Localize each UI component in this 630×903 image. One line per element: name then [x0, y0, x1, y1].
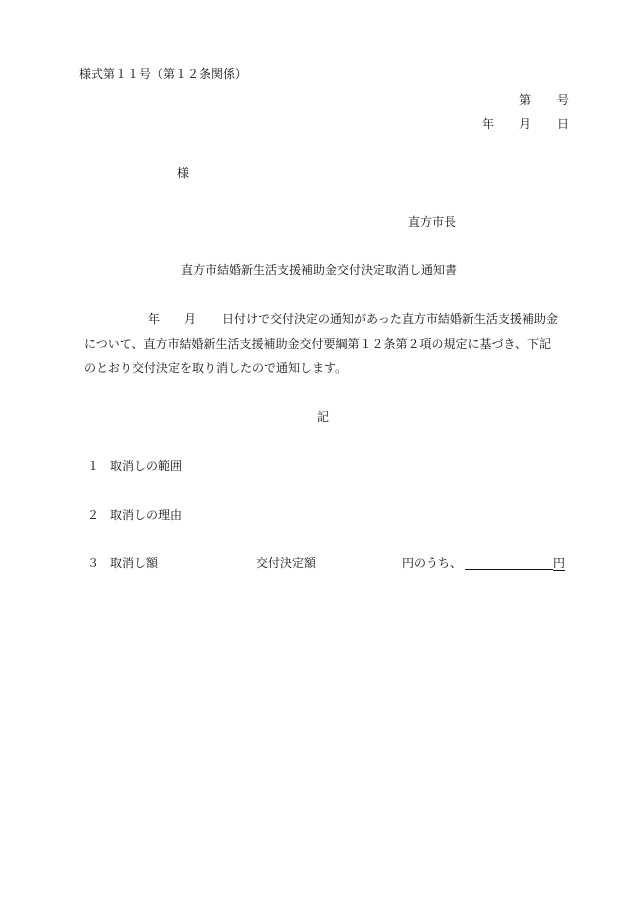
form-number-label: 様式第１１号（第１２条関係）: [79, 67, 248, 81]
item-3-label: 取消し額: [110, 556, 159, 570]
cancel-amount-blank: [465, 556, 553, 570]
body-month: 月: [184, 312, 197, 326]
addressee-sama: 様: [177, 166, 190, 180]
body-line3: のとおり交付決定を取り消したので通知します。: [84, 361, 348, 375]
document-title: 直方市結婚新生活支援補助金交付決定取消し通知書: [181, 263, 458, 277]
cancel-amount-field: [465, 556, 565, 570]
date-month: 月: [519, 117, 532, 131]
ki-heading: 記: [317, 410, 330, 424]
item-3-number: ３: [87, 556, 100, 570]
date-year: 年: [482, 117, 495, 131]
body-line1: 日付けで交付決定の通知があった直方市結婚新生活支援補助金: [222, 312, 558, 326]
item-2-number: ２: [87, 508, 100, 522]
item-2-label: 取消しの理由: [110, 508, 183, 522]
reference-go: 号: [557, 93, 570, 107]
yen-unit: 円: [553, 556, 566, 570]
reference-dai: 第: [519, 93, 532, 107]
body-year: 年: [148, 312, 161, 326]
decided-amount-label: 交付決定額: [256, 556, 317, 570]
body-line2: について、直方市結婚新生活支援補助金交付要綱第１２条第２項の規定に基づき、下記: [84, 337, 552, 351]
item-1-number: １: [87, 459, 100, 473]
date-day: 日: [557, 117, 570, 131]
sender-mayor: 直方市長: [408, 215, 457, 229]
item-1-label: 取消しの範囲: [110, 459, 183, 473]
yen-of-label: 円のうち、: [402, 556, 463, 570]
